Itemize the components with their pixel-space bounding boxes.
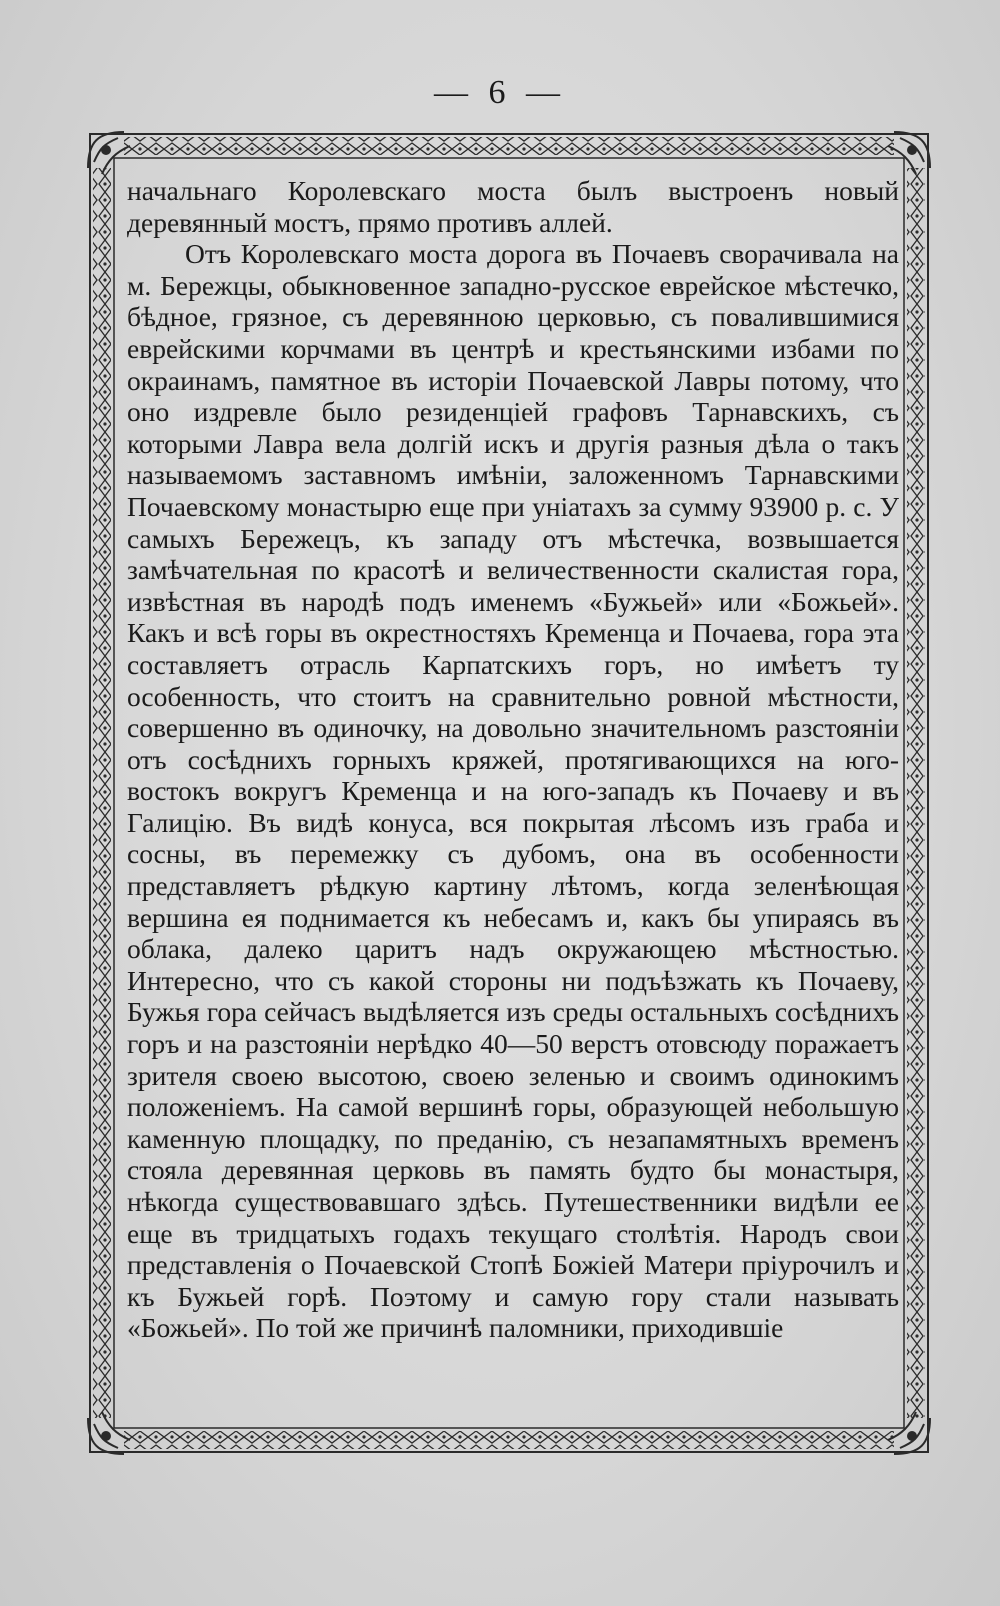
body-text xyxy=(127,175,899,1437)
paragraph: начальнаго Королевскаго моста былъ выстроенъ новый деревянный мостъ, прямо противъ аллей. xyxy=(127,175,899,238)
paragraph: Отъ Королевскаго моста дорога въ Почаевъ сворачивала на м. Бережцы, обыкновенное западно-русское еврейское мѣстечко, бѣдное, грязное, съ деревянною церковью, съ повалившимися еврейскими корчмами въ центрѣ и крестьянскими избами по окраинамъ, памятное въ исторіи Почаевской Лавры потому, что оно издревле было резиденціей графовъ Тарнавскихъ, съ которыми Лавра вела долгій искъ и другія разныя дѣла о такъ называемомъ заставномъ имѣніи, заложенномъ Тарнавскими Почаевскому монастырю еще при уніатахъ за сумму 93900 р. с. У самыхъ Бережецъ, къ западу отъ мѣстечка, возвышается замѣчательная по красотѣ и величественности скалистая гора, извѣстная въ народѣ подъ именемъ «Бужьей» или «Божьей». Какъ и всѣ горы въ окрестностяхъ Кременца и Почаева, гора эта составляетъ отрасль Карпатскихъ горъ, но имѣетъ ту особенность, что стоитъ на сравнительно ровной мѣстности, совершенно въ одиночку, на довольно значительномъ разстояніи отъ сосѣднихъ горныхъ кряжей, протягивающихся на юго-востокъ вокругъ Кременца и на юго-западъ къ Почаеву и въ Галицію. Въ видѣ конуса, вся покрытая лѣсомъ изъ граба и сосны, въ перемежку съ дубомъ, она въ особенности представляетъ рѣдкую картину лѣтомъ, когда зеленѣющая вершина ея поднимается къ небесамъ и, какъ бы упираясь въ облака, далеко царитъ надъ окружающею мѣстностью. Интересно, что съ какой стороны ни подъѣзжать къ Почаеву, Бужья гора сейчасъ выдѣляется изъ среды остальныхъ сосѣднихъ горъ и на разстояніи нерѣдко 40—50 верстъ отовсюду поражаетъ зрителя своею высотою, своею зеленью и своимъ одинокимъ положеніемъ. На самой вершинѣ горы, образующей небольшую каменную площадку, по преданію, съ незапамятныхъ временъ стояла деревянная церковь въ память будто бы монастыря, нѣкогда существовавшаго здѣсь. Путешественники видѣли ее еще въ тридцатыхъ годахъ текущаго столѣтія. Народъ свои представленія о Почаевской Стопѣ Божіей Матери пріурочилъ и къ Бужьей горѣ. Поэтому и самую гору стали называть «Божьей». По той же причинѣ паломники, приходившіе xyxy=(127,238,899,1344)
page-number: — 6 — xyxy=(434,74,566,111)
